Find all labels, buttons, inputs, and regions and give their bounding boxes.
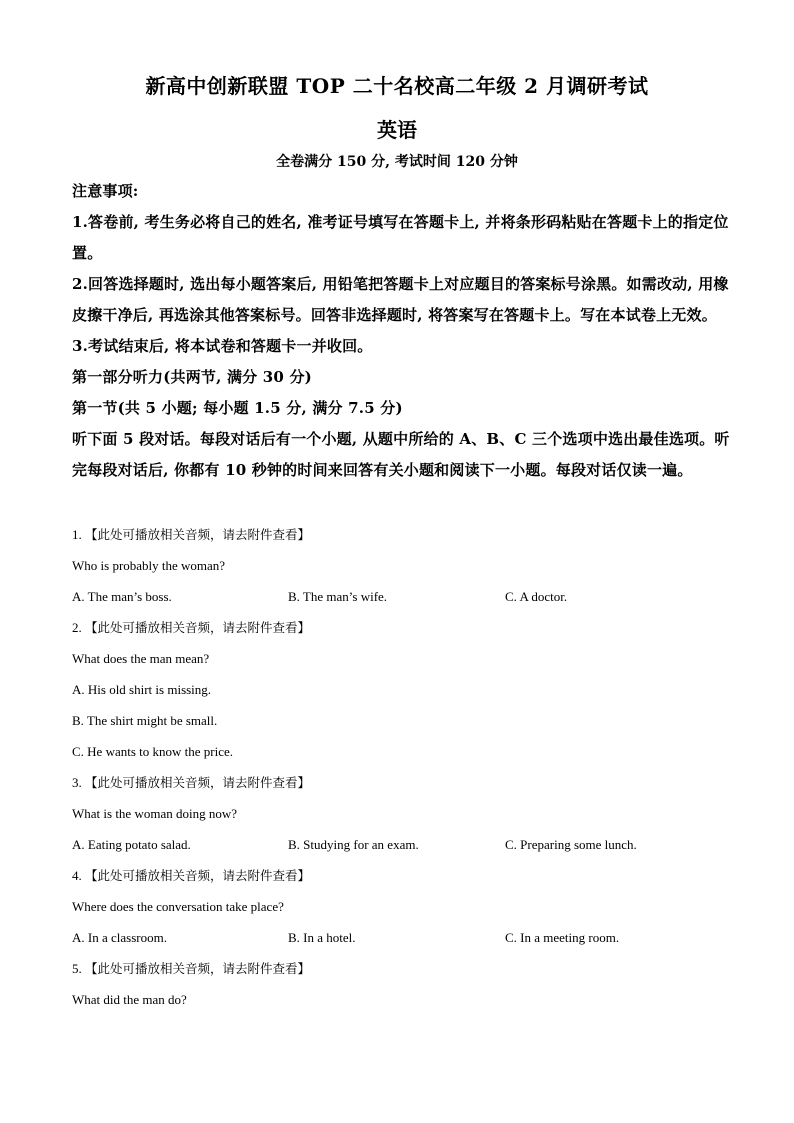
question-number: 1. (72, 527, 82, 542)
question-3-text: What is the woman doing now? (72, 806, 237, 821)
question-number: 5. (72, 961, 82, 976)
question-5-audio[interactable] (72, 953, 736, 984)
question-3-audio[interactable] (72, 767, 736, 798)
section-title: 第一节(共 5 小题; 每小题 1.5 分, 满分 7.5 分) (72, 399, 403, 417)
option-c[interactable]: C. Preparing some lunch. (505, 837, 637, 852)
option-c[interactable]: C. He wants to know the price. (72, 744, 234, 759)
note-item-3: 3.考试结束后, 将本试卷和答题卡一并收回。 (72, 337, 373, 355)
option-a[interactable]: A. His old shirt is missing. (72, 682, 212, 697)
question-3-options (72, 829, 736, 860)
option-a[interactable]: A. The man’s boss. (72, 589, 172, 604)
option-a[interactable]: A. Eating potato salad. (72, 837, 191, 852)
question-1-text: Who is probably the woman? (72, 558, 226, 573)
audio-placeholder: 【此处可播放相关音频，请去附件查看】 (85, 527, 311, 542)
option-b[interactable]: B. The shirt might be small. (72, 713, 218, 728)
question-4-text: Where does the conversation take place? (72, 899, 284, 914)
section-instructions: 听下面 5 段对话。每段对话后有一个小题, 从题中所给的 A、B、C 三个选项中选出最佳选项。听完每段对话后, 你都有 10 秒钟的时间来回答有关小题和阅读下一小题。每段对话仅读一遍。 (72, 430, 730, 479)
option-b[interactable]: B. In a hotel. (288, 930, 356, 945)
question-4-audio[interactable] (72, 860, 736, 891)
question-number: 4. (72, 868, 82, 883)
question-number: 3. (72, 775, 82, 790)
exam-subject: 英语 (377, 118, 417, 142)
option-a[interactable]: A. In a classroom. (72, 930, 167, 945)
question-4-options (72, 922, 736, 953)
audio-placeholder: 【此处可播放相关音频，请去附件查看】 (85, 775, 311, 790)
question-5-text: What did the man do? (72, 992, 187, 1007)
audio-placeholder: 【此处可播放相关音频，请去附件查看】 (85, 620, 311, 635)
note-item-2: 2.回答选择题时, 选出每小题答案后, 用铅笔把答题卡上对应题目的答案标号涂黑。如需改动, 用橡皮擦干净后, 再选涂其他答案标号。回答非选择题时, 将答案写在答题卡上。写在本试卷上无效。 (72, 275, 729, 324)
question-1-audio[interactable] (72, 519, 736, 550)
notes-section (72, 176, 736, 486)
questions-list (72, 519, 736, 1015)
audio-placeholder: 【此处可播放相关音频，请去附件查看】 (85, 868, 311, 883)
note-item-1: 1.答卷前, 考生务必将自己的姓名, 准考证号填写在答题卡上, 并将条形码粘贴在答题卡上的指定位置。 (72, 213, 729, 262)
exam-title: 新高中创新联盟 TOP 二十名校高二年级 2 月调研考试 (145, 74, 649, 98)
audio-placeholder: 【此处可播放相关音频，请去附件查看】 (85, 961, 311, 976)
question-number: 2. (72, 620, 82, 635)
part-title: 第一部分听力(共两节, 满分 30 分) (72, 368, 312, 386)
notes-heading: 注意事项: (72, 182, 139, 200)
option-c[interactable]: C. In a meeting room. (505, 930, 620, 945)
score-time-line: 全卷满分 150 分, 考试时间 120 分钟 (276, 154, 518, 170)
question-2-audio[interactable] (72, 612, 736, 643)
question-2-text: What does the man mean? (72, 651, 210, 666)
option-b[interactable]: B. The man’s wife. (288, 589, 388, 604)
question-1-options (72, 581, 736, 612)
option-b[interactable]: B. Studying for an exam. (288, 837, 419, 852)
option-c[interactable]: C. A doctor. (505, 589, 568, 604)
